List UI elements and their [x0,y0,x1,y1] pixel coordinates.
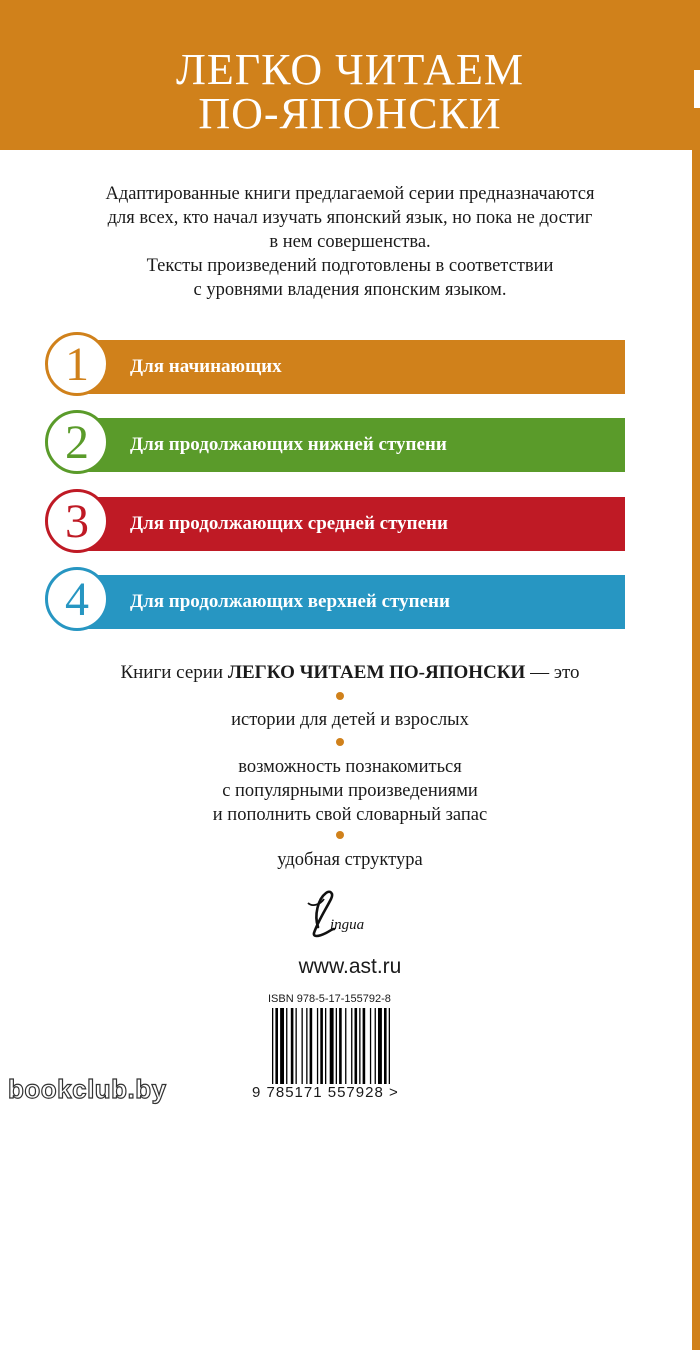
book-title [0,45,700,138]
book-title-line2: ПО-ЯПОНСКИ [198,89,502,138]
series-prefix: Книги серии [120,662,228,683]
bullet-dot [336,831,344,839]
level-2-label: Для продолжающих нижней ступени [130,434,447,455]
bullet-dot [336,738,344,746]
svg-text:ingua: ingua [330,917,365,933]
level-1-row [45,332,625,402]
feature-item-2-line: и пополнить свой словарный запас [212,805,488,825]
level-1-number: 1 [45,332,109,396]
barcode-digits: 9 785171 557928 > [252,1084,399,1101]
level-3-row [45,489,625,559]
isbn-number: ISBN 978-5-17-155792-8 [268,993,391,1005]
series-name: ЛЕГКО ЧИТАЕМ ПО-ЯПОНСКИ [227,662,526,683]
feature-item-3: удобная структура [277,850,423,870]
series-intro [0,662,700,684]
side-stripe [692,150,700,1350]
level-3-number: 3 [45,489,109,553]
intro-text [40,182,660,302]
book-title-line1: ЛЕГКО ЧИТАЕМ [175,45,524,94]
series-suffix: — это [525,662,580,683]
level-1-label: Для начинающих [130,356,282,377]
watermark-bookclub: bookclub.by [8,1074,167,1104]
header-banner [0,0,700,150]
intro-line: Тексты произведений подготовлены в соответствии [146,256,554,276]
feature-item-2 [0,755,700,827]
barcode [268,1008,428,1084]
intro-line: в нем совершенства. [269,232,431,252]
level-4-number: 4 [45,567,109,631]
level-3-label: Для продолжающих средней ступени [130,513,448,534]
header-tab-mark [694,70,700,108]
intro-line: для всех, кто начал изучать японский язык, но пока не достиг [107,208,593,228]
feature-item-1: истории для детей и взрослых [231,710,469,730]
level-4-row [45,567,625,637]
level-4-label: Для продолжающих верхней ступени [130,591,450,612]
publisher-website: www.ast.ru [298,955,402,978]
bullet-dot [336,692,344,700]
lingua-logo [304,887,394,941]
intro-line: с уровнями владения японским языком. [193,280,507,300]
intro-line: Адаптированные книги предлагаемой серии предназначаются [105,184,595,204]
level-2-number: 2 [45,410,109,474]
feature-item-2-line: возможность познакомиться [238,757,462,777]
feature-item-2-line: с популярными произведениями [222,781,478,801]
level-2-row [45,410,625,480]
